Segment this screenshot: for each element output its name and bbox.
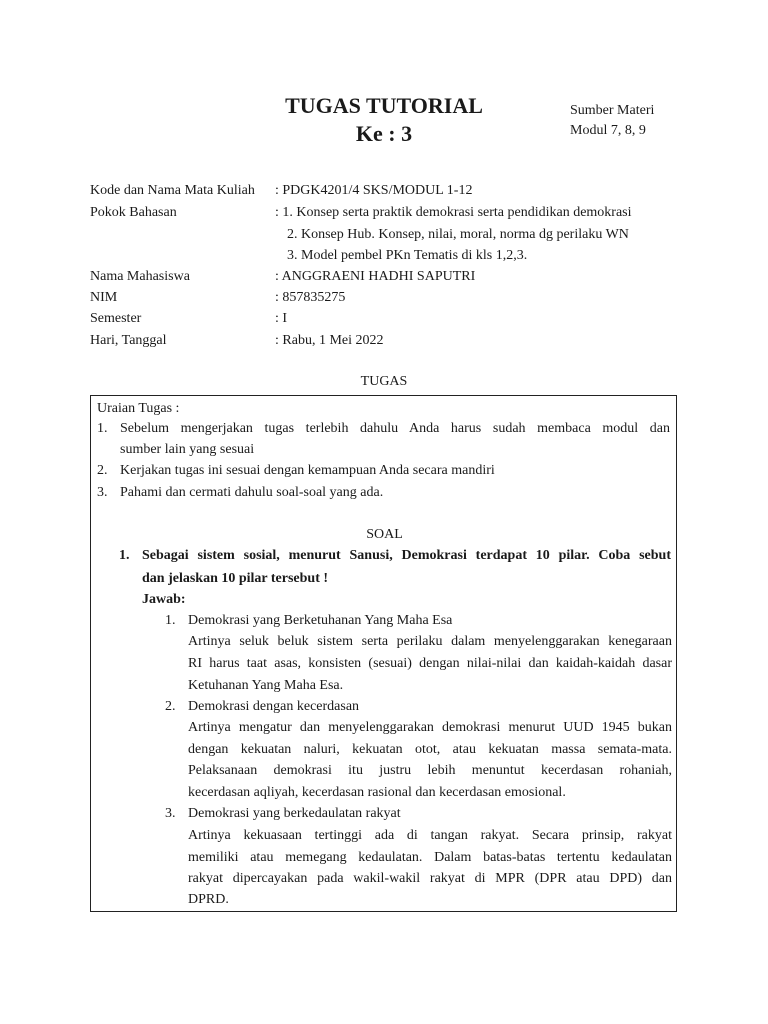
info-label: NIM [90,290,118,305]
info-value: : I [275,311,288,326]
answer-text: kecerdasan aqliyah, kecerdasan rasional dan kecerdasan emosional. [188,785,566,800]
info-value: : 1. Konsep serta praktik demokrasi serta pendidikan demokrasi [275,205,632,220]
info-label: Nama Mahasiswa [90,269,190,284]
question-text: dan jelaskan 10 pilar tersebut ! [142,571,329,586]
task-item-number: 2. [97,463,108,478]
info-label: Hari, Tanggal [90,333,167,348]
answer-title: Demokrasi yang Berketuhanan Yang Maha Esa [188,613,453,628]
info-label: Pokok Bahasan [90,205,177,220]
info-value: : PDGK4201/4 SKS/MODUL 1-12 [275,183,473,198]
answer-text: DPRD. [188,892,229,907]
task-item-text: Pahami dan cermati dahulu soal-soal yang ada. [120,485,384,500]
answer-number: 3. [165,806,176,821]
answer-text: rakyat dipercayakan pada wakil-wakil rakyat di MPR (DPR atau DPD) dan [188,871,672,886]
document-title: TUGAS TUTORIAL [285,93,483,118]
info-value: : Rabu, 1 Mei 2022 [275,333,384,348]
answer-number: 2. [165,699,176,714]
source-modules: Modul 7, 8, 9 [570,123,646,138]
answer-text: Pelaksanaan demokrasi itu justru lebih menuntut kecerdasan rohaniah, [188,763,672,778]
info-value: 3. Model pembel PKn Tematis di kls 1,2,3. [287,248,528,263]
answer-number: 1. [165,613,176,628]
info-value: : 857835275 [275,290,346,305]
task-item-text: Kerjakan tugas ini sesuai dengan kemampuan Anda secara mandiri [120,463,495,478]
answer-text: memiliki atau memegang kedaulatan. Dalam batas-batas tertentu kedaulatan [188,850,672,865]
task-item-text: Sebelum mengerjakan tugas terlebih dahulu Anda harus sudah membaca modul dan [120,421,670,436]
answer-text: Artinya kekuasaan tertinggi ada di tangan rakyat. Secara prinsip, rakyat [188,828,672,843]
document-subtitle: Ke : 3 [355,121,413,146]
source-info [570,101,654,141]
task-item-number: 1. [97,421,108,436]
info-label: Semester [90,311,142,326]
task-item-number: 3. [97,485,108,500]
answer-title: Demokrasi yang berkedaulatan rakyat [188,806,401,821]
answer-text: dengan kekuatan naluri, kekuatan otot, atau kekuatan massa semata-mata. [188,742,672,757]
answer-text: Artinya mengatur dan menyelenggarakan demokrasi menurut UUD 1945 bukan [188,720,672,735]
jawab-label: Jawab: [142,592,186,607]
source-label: Sumber Materi [570,103,655,118]
info-value: : ANGGRAENI HADHI SAPUTRI [275,269,476,284]
question-text: Sebagai sistem sosial, menurut Sanusi, Demokrasi terdapat 10 pilar. Coba sebut [142,548,671,563]
info-label: Kode dan Nama Mata Kuliah [90,183,255,198]
uraian-label: Uraian Tugas : [97,401,180,416]
soal-heading: SOAL [366,527,403,542]
task-box [90,395,677,912]
question-number: 1. [119,548,130,563]
answer-text: Artinya seluk beluk sistem serta perilaku dalam menyelenggarakan kenegaraan [188,634,672,649]
answer-text: RI harus taat asas, konsisten (sesuai) dengan nilai-nilai dan kaidah-kaidah dasar [188,656,672,671]
tugas-heading: TUGAS [360,374,408,389]
answer-text: Ketuhanan Yang Maha Esa. [188,678,344,693]
task-item-text: sumber lain yang sesuai [120,442,255,457]
answer-title: Demokrasi dengan kecerdasan [188,699,360,714]
info-value: 2. Konsep Hub. Konsep, nilai, moral, norma dg perilaku WN [287,227,629,242]
